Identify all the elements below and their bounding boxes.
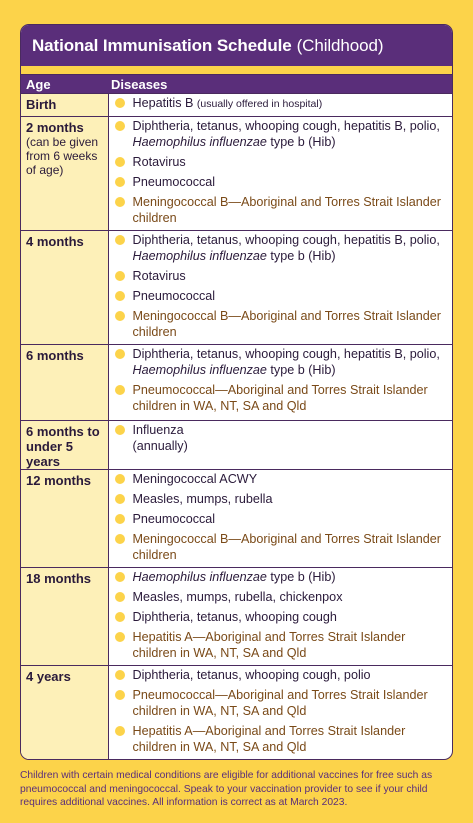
diseases-cell	[108, 94, 452, 117]
vaccine-text: Measles, mumps, rubella, chickenpox	[132, 590, 343, 604]
vaccine-item	[115, 531, 449, 563]
vaccine-text: Meningococcal B—Aboriginal and Torres Strait Islander children	[132, 532, 441, 562]
schedule-row	[21, 421, 452, 470]
vaccine-text: Haemophilus influenzae	[132, 363, 267, 377]
diseases-cell	[108, 470, 452, 568]
title-gap	[21, 66, 452, 75]
age-label: 6 months	[26, 348, 84, 363]
vaccine-text: Haemophilus influenzae	[132, 135, 267, 149]
vaccine-text: type b (Hib)	[266, 363, 336, 377]
age-cell	[21, 231, 108, 345]
schedule-rows	[21, 94, 452, 760]
age-cell	[21, 666, 108, 760]
schedule-row	[21, 231, 452, 345]
vaccine-text: Meningococcal ACWY	[132, 472, 258, 486]
vaccine-list	[115, 346, 449, 414]
vaccine-item	[115, 687, 449, 719]
vaccine-text: type b (Hib)	[266, 249, 336, 263]
age-cell	[21, 345, 108, 421]
vaccine-item	[115, 288, 449, 304]
diseases-cell	[108, 231, 452, 345]
vaccine-item	[115, 569, 449, 585]
age-label: 12 months	[26, 473, 92, 488]
age-header: Age	[21, 75, 108, 94]
schedule-table	[21, 75, 452, 759]
vaccine-list	[115, 569, 449, 661]
vaccine-list	[115, 667, 449, 755]
vaccine-item	[115, 609, 449, 625]
age-label: 18 months	[26, 571, 92, 586]
schedule-row	[21, 94, 452, 117]
vaccine-text: Diphtheria, tetanus, whooping cough, hepatitis B, polio,	[132, 233, 440, 247]
vaccine-item	[115, 232, 449, 264]
vaccine-text: Rotavirus	[132, 269, 186, 283]
vaccine-text: Hepatitis A—Aboriginal and Torres Strait Islander children in WA, NT, SA and Qld	[132, 630, 406, 660]
age-label: 6 months to under 5 years	[26, 424, 100, 469]
vaccine-item	[115, 723, 449, 755]
vaccine-text: Pneumococcal	[132, 175, 216, 189]
vaccine-text: Meningococcal B—Aboriginal and Torres Strait Islander children	[132, 309, 441, 339]
age-cell	[21, 568, 108, 666]
vaccine-item	[115, 154, 449, 170]
vaccine-item	[115, 308, 449, 340]
vaccine-item	[115, 629, 449, 661]
vaccine-item	[115, 194, 449, 226]
vaccine-list	[115, 471, 449, 563]
vaccine-list	[115, 232, 449, 340]
title-bold: National Immunisation Schedule	[32, 35, 292, 55]
vaccine-text: Hepatitis B	[132, 96, 197, 110]
schedule-row	[21, 345, 452, 421]
vaccine-item	[115, 491, 449, 507]
vaccine-text: Pneumococcal	[132, 512, 216, 526]
schedule-row	[21, 568, 452, 666]
age-label: 4 months	[26, 234, 84, 249]
vaccine-text: (usually offered in hospital)	[196, 98, 323, 110]
diseases-cell	[108, 666, 452, 760]
vaccine-item	[115, 174, 449, 190]
vaccine-text: Diphtheria, tetanus, whooping cough, hepatitis B, polio,	[132, 119, 440, 133]
vaccine-text: Haemophilus influenzae	[132, 570, 267, 584]
age-cell	[21, 470, 108, 568]
vaccine-text: Meningococcal B—Aboriginal and Torres Strait Islander children	[132, 195, 441, 225]
age-label: 2 months	[26, 120, 84, 135]
schedule-row	[21, 117, 452, 231]
schedule-row	[21, 470, 452, 568]
vaccine-text: Diphtheria, tetanus, whooping cough, hepatitis B, polio,	[132, 347, 440, 361]
vaccine-text: Pneumococcal—Aboriginal and Torres Strait Islander children in WA, NT, SA and Qld	[132, 383, 428, 413]
age-label: 4 years	[26, 669, 71, 684]
vaccine-item	[115, 511, 449, 527]
vaccine-text: Rotavirus	[132, 155, 186, 169]
vaccine-item	[115, 268, 449, 284]
diseases-cell	[108, 568, 452, 666]
age-cell	[21, 117, 108, 231]
vaccine-text: type b (Hib)	[266, 135, 336, 149]
vaccine-text: type b (Hib)	[266, 570, 336, 584]
title-normal: (Childhood)	[296, 35, 384, 55]
vaccine-text: Haemophilus influenzae	[132, 249, 267, 263]
schedule-row	[21, 666, 452, 760]
vaccine-text: Pneumococcal—Aboriginal and Torres Strait Islander children in WA, NT, SA and Qld	[132, 688, 428, 718]
title-banner	[21, 25, 452, 66]
vaccine-item	[115, 95, 449, 112]
diseases-cell	[108, 345, 452, 421]
vaccine-item	[115, 382, 449, 414]
age-cell	[21, 94, 108, 117]
vaccine-item	[115, 471, 449, 487]
vaccine-text: Diphtheria, tetanus, whooping cough	[132, 610, 337, 624]
vaccine-text: Influenza	[132, 423, 184, 437]
vaccine-text: Pneumococcal	[132, 289, 216, 303]
schedule-card	[20, 24, 453, 760]
vaccine-text: (annually)	[132, 439, 188, 453]
diseases-cell	[108, 117, 452, 231]
diseases-header: Diseases	[108, 75, 452, 94]
vaccine-item	[115, 589, 449, 605]
diseases-cell	[108, 421, 452, 470]
age-note: (can be given from 6 weeks of age)	[26, 135, 99, 177]
vaccine-item	[115, 118, 449, 150]
age-label: Birth	[26, 97, 57, 112]
vaccine-list	[115, 95, 449, 112]
footer-note: Children with certain medical conditions are eligible for additional vaccines for free such as pneumococcal and meningococcal. Speak to your vaccination provider to see if your child requires additional vaccines. All information is correct as at March 2023.	[20, 770, 433, 808]
vaccine-list	[115, 422, 449, 454]
header-row	[21, 75, 452, 94]
vaccine-text: Measles, mumps, rubella	[132, 492, 273, 506]
vaccine-list	[115, 118, 449, 226]
vaccine-item	[115, 346, 449, 378]
vaccine-item	[115, 422, 449, 454]
vaccine-text: Diphtheria, tetanus, whooping cough, polio	[132, 668, 371, 682]
vaccine-item	[115, 667, 449, 683]
vaccine-text: Hepatitis A—Aboriginal and Torres Strait Islander children in WA, NT, SA and Qld	[132, 724, 406, 754]
age-cell	[21, 421, 108, 470]
